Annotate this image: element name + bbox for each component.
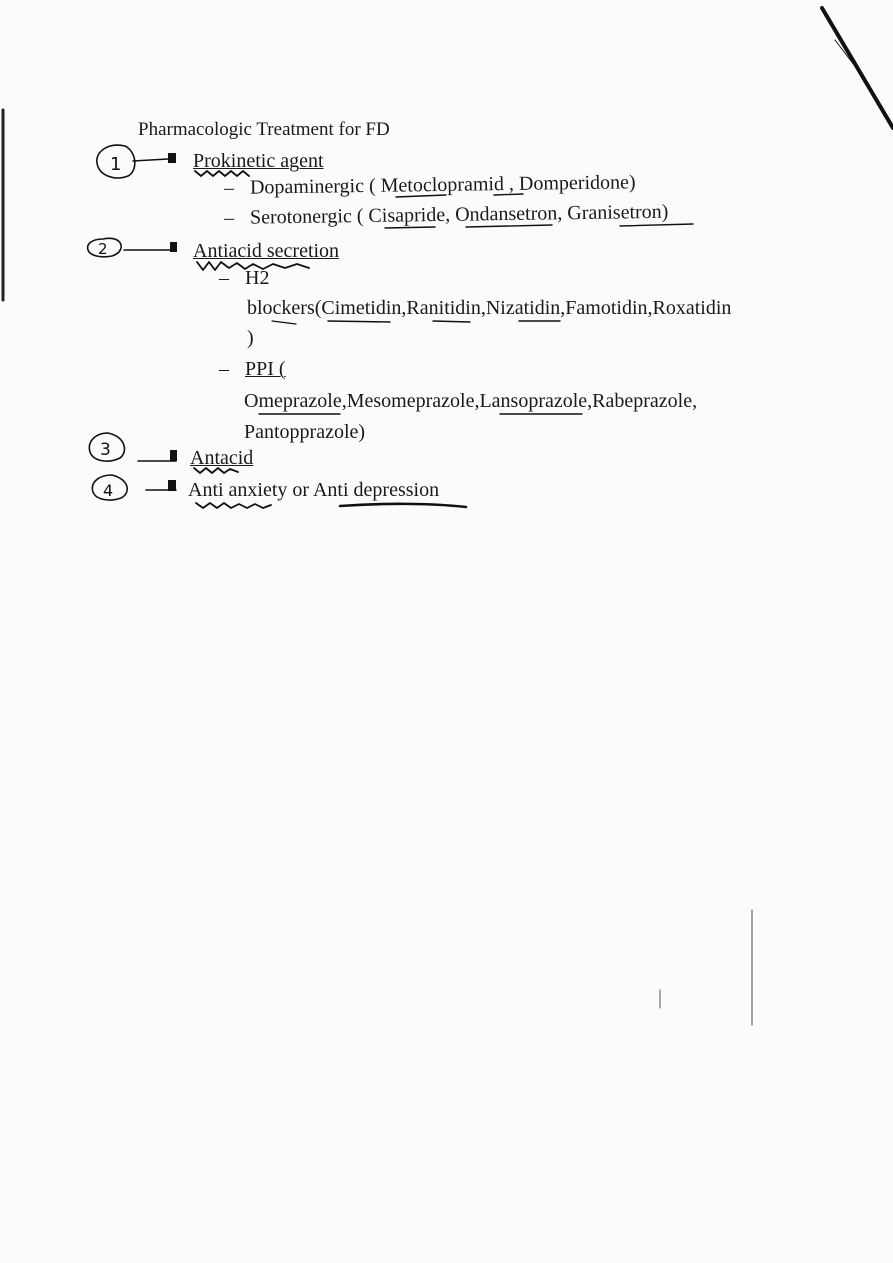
dash: – [223,206,235,229]
page-title: Pharmacologic Treatment for FD [138,119,390,140]
circled-number-4-digit: 4 [103,481,114,500]
dash: – [219,358,229,380]
section-3-heading-text: Antacid [190,447,254,469]
underline-anti-depression [340,504,466,507]
section-1-item-1 [224,170,636,200]
circled-number-3 [89,433,124,461]
circled-number-1 [97,145,135,178]
section-2-item-1-line-2: blockers(Cimetidin,Ranitidin,Nizatidin,Famotidin,Roxatidin [247,297,732,319]
bullet-marker-2 [170,242,177,252]
section-2-item-2-line-2: Omeprazole,Mesomeprazole,Lansoprazole,Rabeprazole, [244,390,698,412]
bullet-marker-1 [168,153,176,163]
circled-number-1-digit: 1 [110,154,122,175]
section-2-item-2-line-1: PPI ( [245,358,286,380]
section-3-heading [190,446,253,470]
section-2-heading [193,239,339,263]
section-1-item-2-text: Serotonergic ( Cisapride, Ondansetron, Granisetron) [249,200,669,229]
section-1-item-1-text: Dopaminergic ( Metoclopramid , Domperidone) [249,171,636,199]
section-1-item-2 [224,200,669,230]
scan-edge-mark [822,8,893,128]
section-2-item-1-line-3: ) [247,327,254,349]
circled-number-2-digit: 2 [98,240,108,258]
circled-number-3-digit: 3 [100,440,111,460]
circled-number-2 [88,238,122,256]
section-2-item-1 [219,266,269,290]
section-2-item-1-line-1: H2 [245,267,270,289]
dash: – [223,176,235,199]
circled-number-4 [92,475,127,500]
section-2-item-2 [219,357,286,381]
section-4-heading: Anti anxiety or Anti depression [188,479,440,501]
dash: – [219,267,229,289]
section-2-item-2-line-3: Pantopprazole) [244,421,366,443]
section-1-heading-text: Prokinetic agent [193,150,324,172]
bullet-marker-3 [170,450,177,461]
section-2-heading-text: Antiacid secretion [193,240,340,262]
section-1-heading [193,149,324,173]
squiggle-4 [196,503,271,508]
bullet-marker-4 [168,480,176,491]
